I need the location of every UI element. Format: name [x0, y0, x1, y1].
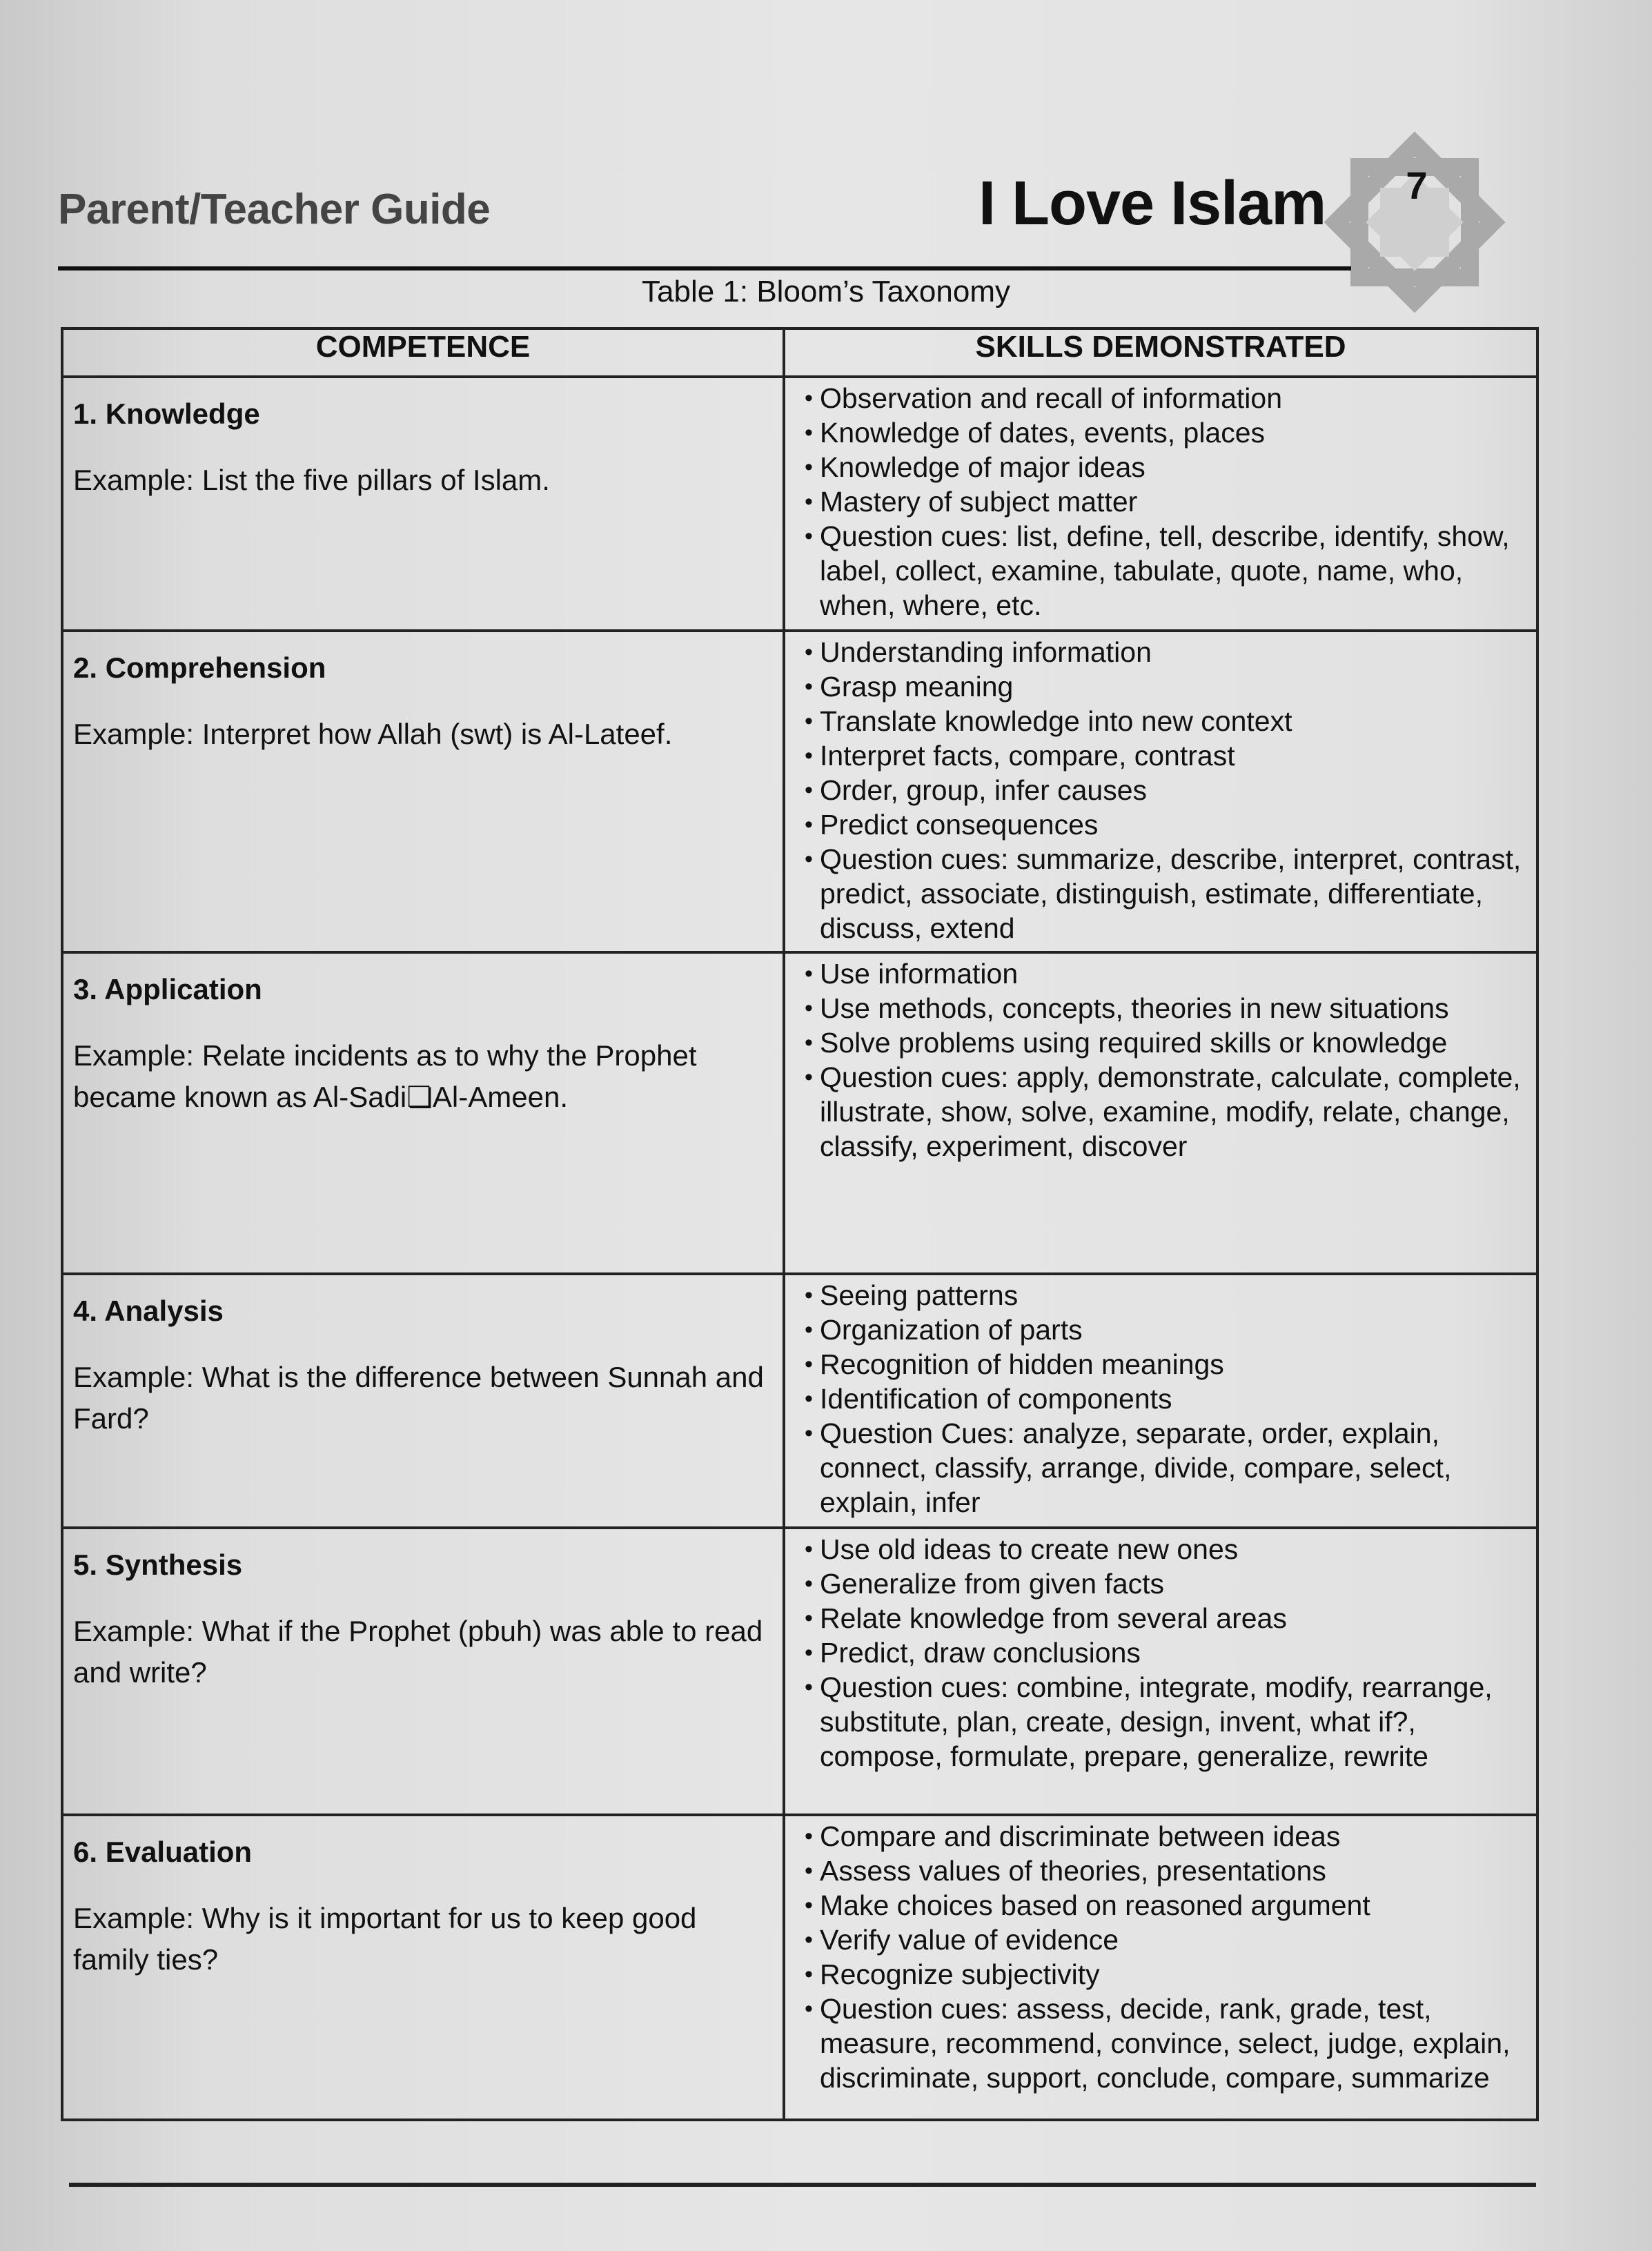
competence-title: 1. Knowledge	[73, 397, 260, 430]
header-divider	[58, 266, 1351, 271]
skill-item: • Translate knowledge into new context	[805, 704, 1529, 738]
skill-item: • Understanding information	[805, 635, 1529, 669]
footer-divider	[69, 2183, 1536, 2187]
table-row	[62, 952, 1537, 1274]
skills-list	[805, 635, 1529, 945]
skills-list	[805, 1532, 1529, 1773]
competence-header: COMPETENCE	[62, 328, 784, 377]
skill-item: • Predict, draw conclusions	[805, 1635, 1529, 1670]
skills-list	[805, 1819, 1529, 2095]
competence-cell	[62, 1815, 784, 2120]
table-row	[62, 631, 1537, 952]
competence-example: Example: Relate incidents as to why the Prophet became known as Al-Sadi❏Al-Ameen.	[73, 1039, 697, 1113]
skill-item: • Verify value of evidence	[805, 1923, 1529, 1957]
page-number: 7	[1406, 164, 1428, 207]
skill-item: • Grasp meaning	[805, 669, 1529, 704]
skills-cell	[784, 1815, 1537, 2120]
skill-item: • Question cues: assess, decide, rank, grade, test, measure, recommend, convince, select, judge, explain, discriminate, support, conclude, compare, summarize	[805, 1992, 1529, 2095]
competence-cell	[62, 1274, 784, 1528]
table-row	[62, 377, 1537, 631]
skill-item: • Knowledge of major ideas	[805, 450, 1529, 484]
competence-example: Example: Why is it important for us to keep good family ties?	[73, 1902, 697, 1976]
skill-item: • Question cues: apply, demonstrate, calculate, complete, illustrate, show, solve, examine, modify, relate, change, classify, experiment, discover	[805, 1060, 1529, 1163]
skill-item: • Observation and recall of information	[805, 381, 1529, 415]
table-row	[62, 1528, 1537, 1815]
skill-item: • Question cues: summarize, describe, interpret, contrast, predict, associate, distinguish, estimate, differentiate, discuss, extend	[805, 842, 1529, 945]
skills-cell	[784, 1528, 1537, 1815]
skill-item: • Organization of parts	[805, 1313, 1529, 1347]
skill-item: • Use information	[805, 956, 1529, 991]
competence-example: Example: Interpret how Allah (swt) is Al-Lateef.	[73, 718, 673, 750]
table-header-row	[62, 328, 1537, 377]
skill-item: • Relate knowledge from several areas	[805, 1601, 1529, 1635]
skills-header: SKILLS DEMONSTRATED	[784, 328, 1537, 377]
skill-item: • Solve problems using required skills or knowledge	[805, 1025, 1529, 1060]
skills-list	[805, 1278, 1529, 1520]
skill-item: • Question Cues: analyze, separate, order, explain, connect, classify, arrange, divide, compare, select, explain, infer	[805, 1416, 1529, 1520]
guide-title: Parent/Teacher Guide	[58, 186, 491, 233]
competence-example: Example: What is the difference between Sunnah and Fard?	[73, 1361, 764, 1435]
skill-item: • Seeing patterns	[805, 1278, 1529, 1313]
competence-cell	[62, 1528, 784, 1815]
competence-cell	[62, 377, 784, 631]
table-row	[62, 1815, 1537, 2120]
skill-item: • Generalize from given facts	[805, 1566, 1529, 1601]
skills-list	[805, 381, 1529, 622]
competence-title: 6. Evaluation	[73, 1836, 253, 1868]
skills-cell	[784, 1274, 1537, 1528]
skill-item: • Order, group, infer causes	[805, 773, 1529, 807]
competence-example: Example: What if the Prophet (pbuh) was able to read and write?	[73, 1615, 763, 1689]
skill-item: • Knowledge of dates, events, places	[805, 415, 1529, 450]
skill-item: • Predict consequences	[805, 807, 1529, 842]
table-caption: Table 1: Bloom’s Taxonomy	[642, 275, 1010, 308]
skill-item: • Compare and discriminate between ideas	[805, 1819, 1529, 1854]
skill-item: • Mastery of subject matter	[805, 484, 1529, 519]
blooms-taxonomy-table	[61, 327, 1539, 2121]
skill-item: • Assess values of theories, presentations	[805, 1854, 1529, 1888]
skill-item: • Use old ideas to create new ones	[805, 1532, 1529, 1566]
competence-cell	[62, 631, 784, 952]
skills-cell	[784, 377, 1537, 631]
competence-title: 2. Comprehension	[73, 651, 326, 684]
skills-cell	[784, 631, 1537, 952]
skill-item: • Recognize subjectivity	[805, 1957, 1529, 1992]
skill-item: • Recognition of hidden meanings	[805, 1347, 1529, 1382]
table-row	[62, 1274, 1537, 1528]
skill-item: • Question cues: list, define, tell, describe, identify, show, label, collect, examine, tabulate, quote, name, who, when, where, etc.	[805, 519, 1529, 622]
skill-item: • Make choices based on reasoned argument	[805, 1888, 1529, 1923]
competence-cell	[62, 952, 784, 1274]
skill-item: • Use methods, concepts, theories in new situations	[805, 991, 1529, 1025]
skills-list	[805, 956, 1529, 1163]
competence-title: 5. Synthesis	[73, 1549, 243, 1581]
competence-title: 3. Application	[73, 973, 262, 1005]
skill-item: • Interpret facts, compare, contrast	[805, 738, 1529, 773]
competence-title: 4. Analysis	[73, 1295, 224, 1327]
skill-item: • Identification of components	[805, 1382, 1529, 1416]
skills-cell	[784, 952, 1537, 1274]
skill-item: • Question cues: combine, integrate, modify, rearrange, substitute, plan, create, design, invent, what if?, compose, formulate, prepare, generalize, rewrite	[805, 1670, 1529, 1773]
book-title: I Love Islam	[979, 169, 1326, 238]
competence-example: Example: List the five pillars of Islam.	[73, 464, 550, 496]
